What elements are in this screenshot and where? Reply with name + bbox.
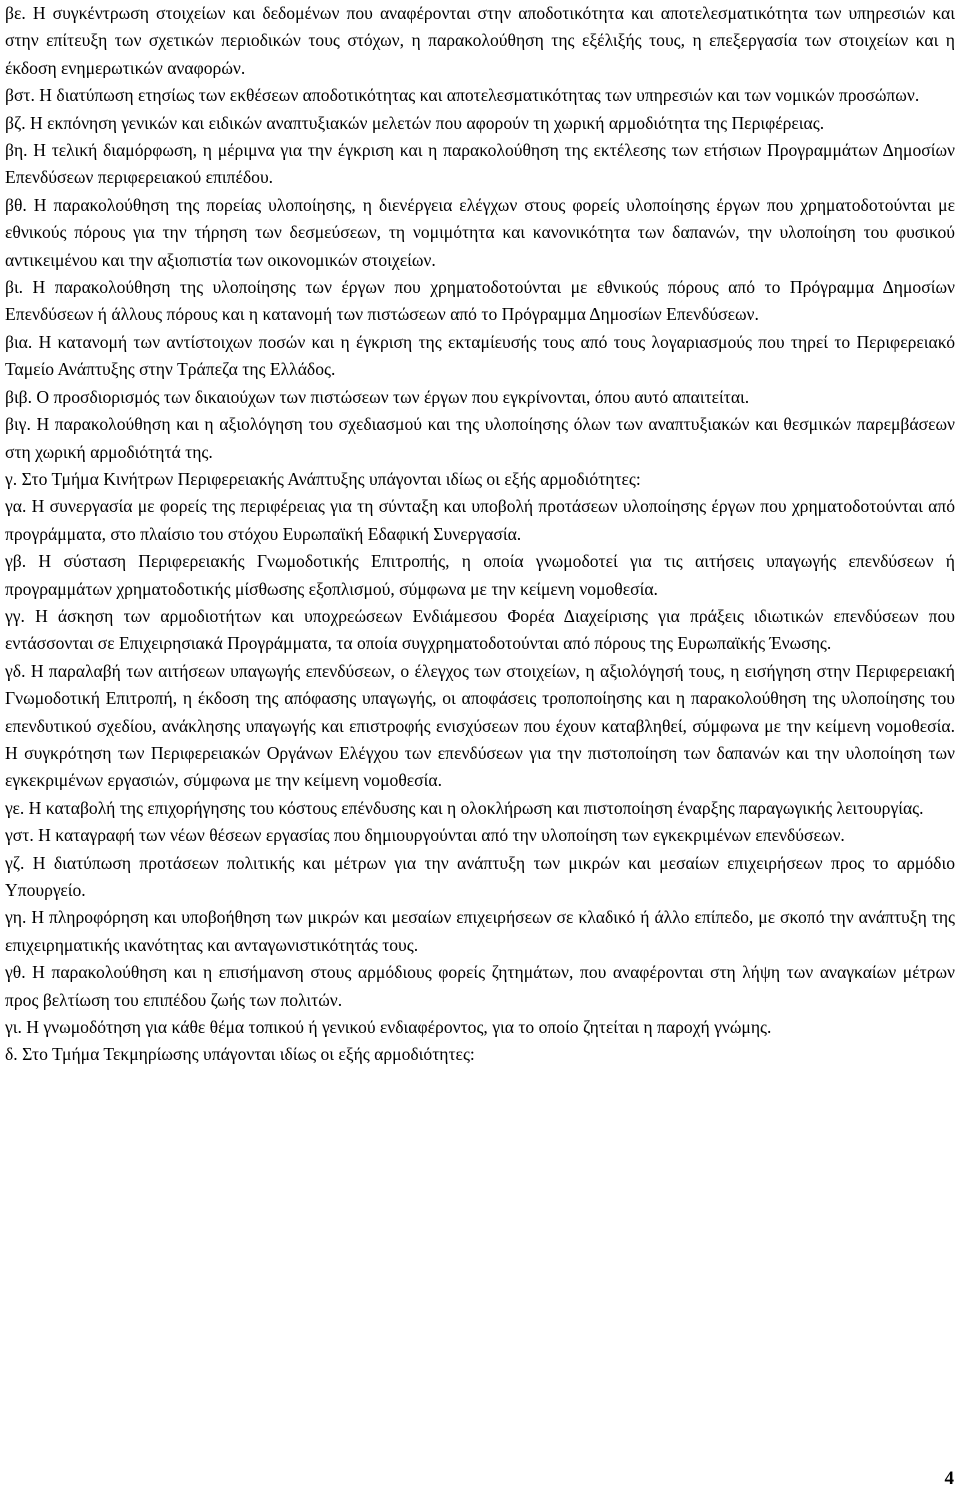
section-heading-g: γ. Στο Τμήμα Κινήτρων Περιφερειακής Ανάπτυξης υπάγονται ιδίως οι εξής αρμοδιότητες: [5, 468, 641, 489]
paragraph-bia: βια. Η κατανομή των αντίστοιχων ποσών και η έγκριση της εκταμίευσής τους από τους λογαριασμούς που τηρεί το Περιφερειακό Ταμείο Ανάπτυξης στην Τράπεζα της Ελλάδος. [5, 331, 955, 380]
paragraph-gi: γι. Η γνωμοδότηση για κάθε θέμα τοπικού ή γενικού ενδιαφέροντος, για το οποίο ζητείται η παροχή γνώμης. [5, 1017, 772, 1038]
paragraph-gz: γζ. Η διατύπωση προτάσεων πολιτικής και μέτρων για την ανάπτυξη των μικρών και μεσαίων επιχειρήσεων προς το αρμόδιο Υπουργείο. [5, 852, 955, 900]
paragraph-gst: γστ. Η καταγραφή των νέων θέσεων εργασίας που δημιουργούνται από την υλοποίηση των εγκεκριμένων επενδύσεων. [5, 825, 845, 846]
paragraph-gg: γγ. Η άσκηση των αρμοδιοτήτων και υποχρεώσεων Ενδιάμεσου Φορέα Διαχείρισης για πράξεις ιδιωτικών επενδύσεων που εντάσσονται σε Επιχειρησιακά Προγράμματα, τα οποία συγχρηματοδοτούνται από πόρους της Ευρωπαϊκής Ένωσης. [5, 605, 955, 654]
page-number: 4 [944, 1468, 954, 1489]
paragraph-bst: βστ. Η διατύπωση ετησίως των εκθέσεων αποδοτικότητας και αποτελεσματικότητας των υπηρεσιών και των νομικών προσώπων. [5, 85, 920, 106]
paragraph-gb: γβ. Η σύσταση Περιφερειακής Γνωμοδοτικής Επιτροπής, η οποία γνωμοδοτεί για τις αιτήσεις υπαγωγής επενδύσεων ή προγραμμάτων χρηματοδοτικής μίσθωσης εξοπλισμού, σύμφωνα με την κείμενη νομοθεσία. [5, 551, 955, 599]
paragraph-ga: γα. Η συνεργασία με φορείς της περιφέρειας για τη σύνταξη και υποβολή προτάσεων υλοποίησης έργων που χρηματοδοτούνται από προγράμματα, στο πλαίσιο του στόχου Ευρωπαϊκή Εδαφική Συνεργασία. [5, 496, 955, 544]
paragraph-be: βε. Η συγκέντρωση στοιχείων και δεδομένων που αναφέρονται στην αποδοτικότητα και αποτελεσματικότητα των υπηρεσιών και στην επίτευξη των σχετικών περιοδικών τους στόχων, η παρακολούθηση της εξέλιξής τους, η επεξεργασία των στοιχείων και η έκδοση ενημερωτικών αναφορών. [5, 3, 955, 78]
document-body [5, 0, 955, 1069]
paragraph-bz: βζ. Η εκπόνηση γενικών και ειδικών αναπτυξιακών μελετών που αφορούν τη χωρική αρμοδιότητα της Περιφέρειας. [5, 112, 825, 133]
paragraph-bth: βθ. Η παρακολούθηση της πορείας υλοποίησης, η διενέργεια ελέγχων στους φορείς υλοποίησης έργων που χρηματοδοτούνται με εθνικούς πόρους για την τήρηση των δεσμεύσεων, τη νομιμότητα και κανονικότητα των δαπανών, την υλοποίηση του φυσικού αντικειμένου και την αξιοπιστία των οικονομικών στοιχείων. [5, 194, 955, 270]
section-heading-d: δ. Στο Τμήμα Τεκμηρίωσης υπάγονται ιδίως οι εξής αρμοδιότητες: [5, 1044, 475, 1065]
paragraph-gth: γθ. Η παρακολούθηση και η επισήμανση στους αρμόδιους φορείς ζητημάτων, που αναφέρονται στη λήψη των αναγκαίων μέτρων προς βελτίωση του επιπέδου ζωής των πολιτών. [5, 962, 955, 1010]
paragraph-gh: γη. Η πληροφόρηση και υποβοήθηση των μικρών και μεσαίων επιχειρήσεων σε κλαδικό ή άλλο επίπεδο, με σκοπό την ανάπτυξη της επιχειρηματικής ικανότητας και ανταγωνιστικότητάς τους. [5, 907, 955, 955]
paragraph-bh: βη. Η τελική διαμόρφωση, η μέριμνα για την έγκριση και η παρακολούθηση της εκτέλεσης των ετήσιων Προγραμμάτων Δημοσίων Επενδύσεων περιφερειακού επιπέδου. [5, 140, 955, 188]
paragraph-gd: γδ. Η παραλαβή των αιτήσεων υπαγωγής επενδύσεων, ο έλεγχος των στοιχείων, η αξιολόγησή τους, η εισήγηση στην Περιφερειακή Γνωμοδοτική Επιτροπή, η έκδοση της απόφασης υπαγωγής, οι αποφάσεις τροποποίησης και η παρακολούθηση της υλοποίησης του επενδυτικού σχεδίου, ανάκλησης υπαγωγής και επιστροφής ενισχύσεων που έχουν καταβληθεί, σύμφωνα με την κείμενη νομοθεσία. Η συγκρότηση των Περιφερειακών Οργάνων Ελέγχου των επενδύσεων για την πιστοποίηση των δαπανών και την υλοποίηση των εγκεκριμένων εργασιών, σύμφωνα με την κείμενη νομοθεσία. [5, 660, 955, 791]
paragraph-bib: βιβ. Ο προσδιορισμός των δικαιούχων των πιστώσεων των έργων που εγκρίνονται, όπου αυτό απαιτείται. [5, 386, 750, 407]
paragraph-big: βιγ. Η παρακολούθηση και η αξιολόγηση του σχεδιασμού και της υλοποίησης όλων των αναπτυξιακών και θεσμικών παρεμβάσεων στη χωρική αρμοδιότητά της. [5, 414, 955, 462]
paragraph-ge: γε. Η καταβολή της επιχορήγησης του κόστους επένδυσης και η ολοκλήρωση και πιστοποίηση έναρξης παραγωγικής λειτουργίας. [5, 797, 924, 818]
paragraph-bi: βι. Η παρακολούθηση της υλοποίησης των έργων που χρηματοδοτούνται με εθνικούς πόρους από το Πρόγραμμα Δημοσίων Επενδύσεων ή άλλους πόρους και η κατανομή των πιστώσεων από το Πρόγραμμα Δημοσίων Επενδύσεων. [5, 277, 955, 325]
